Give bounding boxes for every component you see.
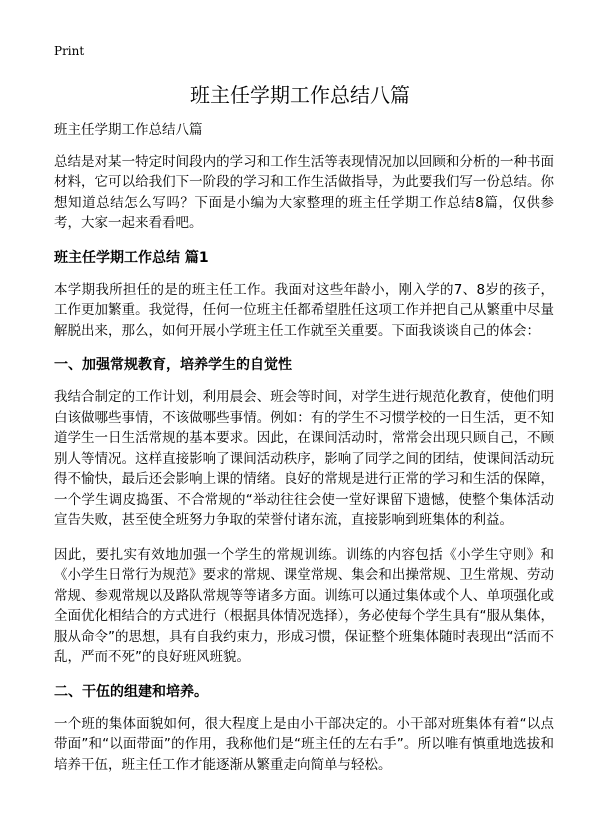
print-link[interactable]: Print [54, 44, 85, 58]
section-intro-paragraph: 本学期我所担任的是的班主任工作。我面对这些年龄小，刚入学的7、8岁的孩子，工作更加繁重。我觉得，任何一位班主任都希望胜任这项工作并把自己从繁重中尽量解脱出来，那么，如何开展小学班主任工作就至关重要。下面我谈谈自己的体会： [54, 281, 554, 339]
article-subtitle: 班主任学期工作总结八篇 [54, 122, 203, 138]
section-heading: 班主任学期工作总结 篇1 [54, 249, 209, 266]
article-body [54, 120, 554, 775]
intro-paragraph: 总结是对某一特定时间段内的学习和工作生活等表现情况加以回顾和分析的一种书面材料，它可以给我们下一阶段的学习和工作生活做指导，为此要我们写一份总结。你想知道总结怎么写吗？下面是小编为大家整理的班主任学期工作总结8篇，仅供参考，大家一起来看看吧。 [54, 153, 554, 231]
paragraph-1: 我结合制定的工作计划，利用晨会、班会等时间，对学生进行规范化教育，使他们明白该做哪些事情，不该做哪些事情。例如：有的学生不习惯学校的一日生活，更不知道学生一日生活常规的基本要求。因此，在课间活动时，常常会出现只顾自己，不顾别人等情况。这样直接影响了课间活动秩序，影响了同学之间的团结，使课间活动玩得不愉快，最后还会影响上课的情绪。良好的常规是进行正常的学习和生活的保障，一个学生调皮捣蛋、不合常规的“举动往往会使一堂好课留下遗憾，使整个集体活动宣告失败，甚至使全班努力争取的荣誉付诸东流，直接影响到班集体的利益。 [54, 389, 554, 528]
subheading-2: 二、干伍的组建和培养。 [54, 683, 208, 700]
paragraph-3: 一个班的集体面貌如何，很大程度上是由小干部决定的。小干部对班集体有着“以点带面”和“以面带面”的作用，我称他们是“班主任的左右手”。所以唯有慎重地选拔和培养干伍，班主任工作才能逐渐从繁重走向简单与轻松。 [54, 715, 554, 773]
page-title: 班主任学期工作总结八篇 [190, 83, 410, 107]
subheading-1: 一、加强常规教育，培养学生的自觉性 [54, 357, 292, 373]
paragraph-2: 因此，要扎实有效地加强一个学生的常规训练。训练的内容包括《小学生守则》和《小学生日常行为规范》要求的常规、课堂常规、集会和出操常规、卫生常规、劳动常规、参观常规以及路队常规等等诸多方面。训练可以通过集体或个人、单项强化或全面优化相结合的方式进行（根据具体情况选择），务必使每个学生具有“服从集体，服从命令”的思想，具有自我约束力，形成习惯，保证整个班集体随时表现出“活而不乱，严而不死”的良好班风班貌。 [54, 546, 554, 665]
